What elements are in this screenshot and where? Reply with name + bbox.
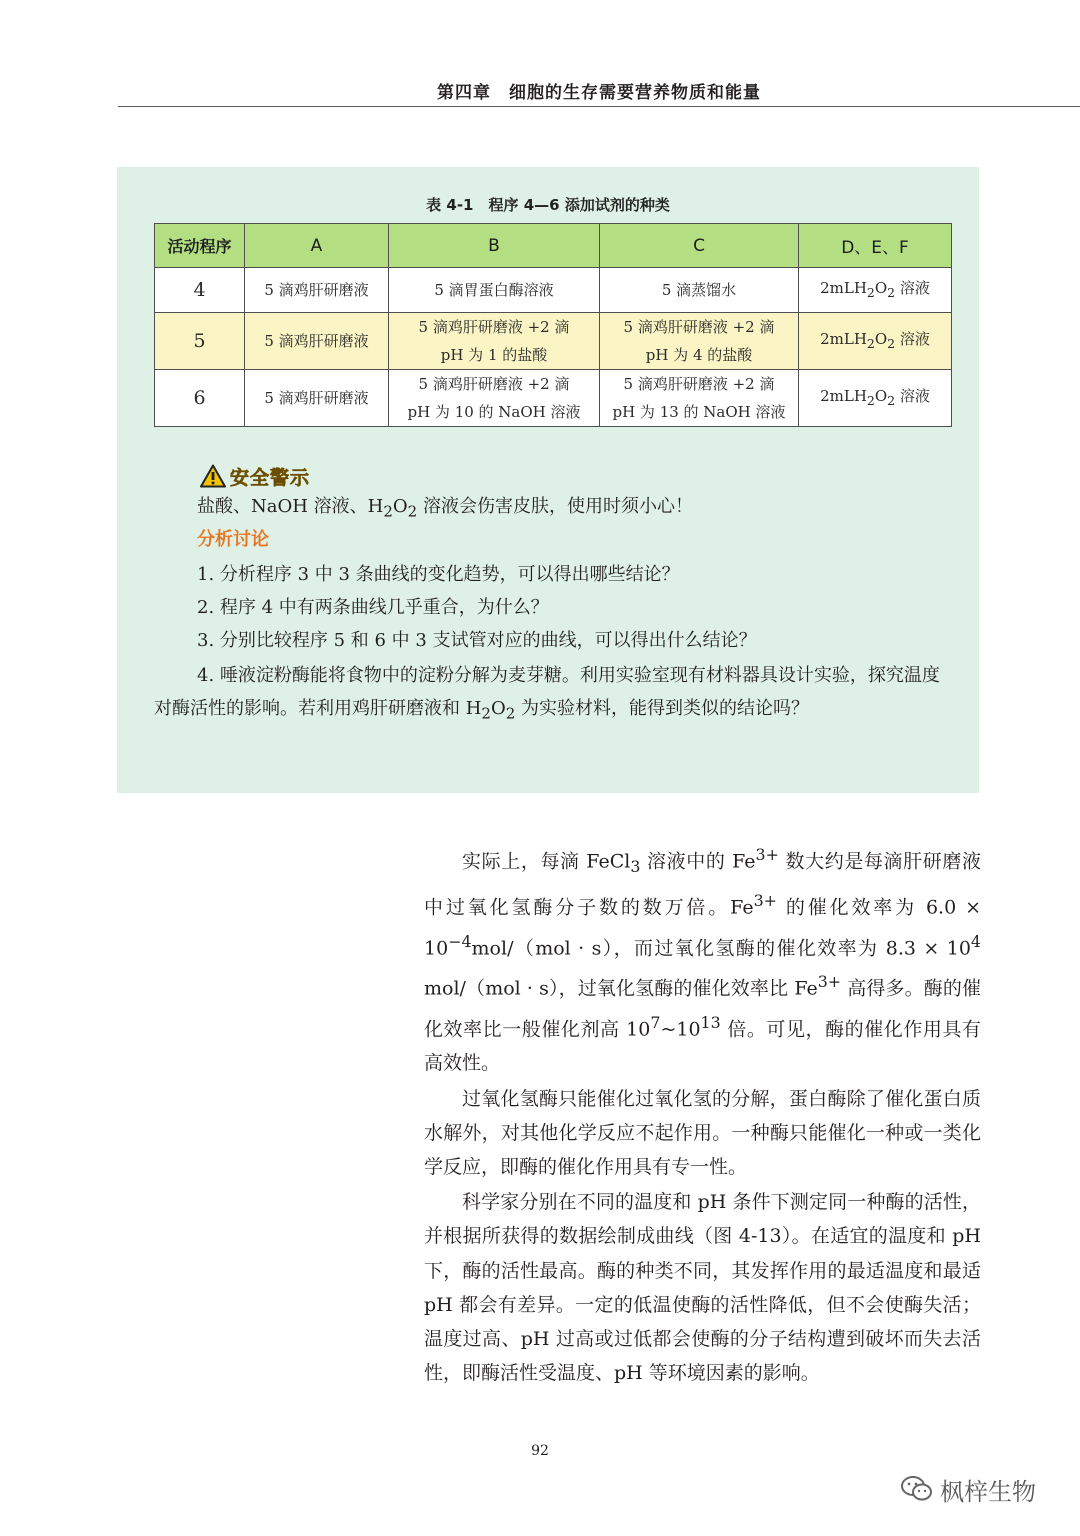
formula-sup: 3+ <box>753 891 777 911</box>
page-number: 92 <box>531 1443 549 1459</box>
text-run: mol/（mol · s），过氧化氢酶的催化效率比 Fe <box>424 977 818 1000</box>
safety-text-part: 盐酸、NaOH 溶液、H <box>197 496 384 517</box>
reagent-table <box>154 223 952 427</box>
cell-line: 5 滴鸡肝研磨液 +2 滴 <box>418 375 570 393</box>
cell-a: 5 滴鸡肝研磨液 <box>245 268 389 313</box>
formula-sup: 3+ <box>755 845 779 864</box>
column-header: B <box>389 224 600 268</box>
column-header: C <box>600 224 799 268</box>
cell-line: 5 滴蒸馏水 <box>661 281 737 299</box>
formula-part: 溶液 <box>895 329 930 348</box>
step-number: 6 <box>155 370 245 427</box>
formula-part: 溶液 <box>895 278 930 297</box>
body-text <box>424 838 981 1391</box>
formula-sub: 2 <box>481 704 491 723</box>
table-header-row <box>155 224 952 268</box>
formula-part: 2mLH <box>820 329 867 348</box>
formula-part: 溶液 <box>895 386 930 405</box>
safety-heading <box>200 461 310 491</box>
safety-text-part: O <box>392 496 408 517</box>
formula-sub: 2 <box>887 335 896 351</box>
cell-line: 5 滴鸡肝研磨液 +2 滴 <box>623 375 775 393</box>
formula-sub: 2 <box>866 335 875 351</box>
text-run: 倍。可见，酶的催化作用具有高效性。 <box>424 1018 981 1075</box>
cell-b <box>389 313 600 370</box>
cell-a: 5 滴鸡肝研磨液 <box>245 313 389 370</box>
text-run: ~10 <box>660 1018 701 1041</box>
formula-sup: 4 <box>970 931 981 951</box>
formula-sub: 2 <box>866 392 875 408</box>
formula-part: O <box>874 386 888 405</box>
column-header: A <box>245 224 389 268</box>
table-row <box>155 268 952 313</box>
formula-sub: 3 <box>630 857 641 877</box>
cell-b <box>389 268 600 313</box>
formula-sub: 2 <box>887 284 896 300</box>
paragraph-1 <box>424 838 981 1081</box>
safety-text-part: 溶液会伤害皮肤，使用时须小心！ <box>417 496 693 517</box>
experiment-box <box>117 167 979 793</box>
text-run: 溶液中的 Fe <box>640 850 756 873</box>
formula-part: 2mLH <box>820 278 867 297</box>
question-4-part: 4. 唾液淀粉酶能将食物中的淀粉分解为麦芽糖。利用实验室现有材料器具设计实验，探究温度对酶活性的影响。若利用鸡肝研磨液和 H <box>154 665 940 719</box>
formula-sup: −4 <box>448 931 472 951</box>
column-header: 活动程序 <box>155 224 245 268</box>
warning-icon <box>200 464 226 488</box>
formula-sub: 2 <box>505 704 516 723</box>
cell-c <box>600 313 799 370</box>
formula-sub: 2 <box>407 502 418 521</box>
chapter-title: 第四章 细胞的生存需要营养物质和能量 <box>437 83 761 103</box>
question-4 <box>154 659 944 731</box>
text-run: 数大约是每滴肝研磨液中过氧化氢酶分子数的数万倍。Fe <box>424 850 981 919</box>
formula-sup: 7 <box>650 1012 661 1032</box>
question-4-part: O <box>490 698 506 719</box>
cell-line: 5 滴胃蛋白酶溶液 <box>434 281 554 299</box>
table-row <box>155 370 952 427</box>
question-3: 3. 分别比较程序 5 和 6 中 3 支试管对应的曲线，可以得出什么结论？ <box>197 630 757 651</box>
cell-line: pH 为 1 的盐酸 <box>440 346 548 364</box>
cell-c <box>600 370 799 427</box>
paragraph-2: 过氧化氢酶只能催化过氧化氢的分解，蛋白酶除了催化蛋白质水解外，对其他化学反应不起作用。一种酶只能催化一种或一类化学反应，即酶的催化作用具有专一性。 <box>424 1087 981 1179</box>
cell-line: 5 滴鸡肝研磨液 +2 滴 <box>418 318 570 336</box>
step-number: 5 <box>155 313 245 370</box>
table-title: 表 4-1 程序 4—6 添加试剂的种类 <box>426 196 670 214</box>
question-2: 2. 程序 4 中有两条曲线几乎重合，为什么？ <box>197 597 549 618</box>
cell-c <box>600 268 799 313</box>
safety-text <box>197 491 693 528</box>
cell-def <box>799 370 952 427</box>
watermark <box>900 1469 1036 1509</box>
safety-title: 安全警示 <box>230 466 311 489</box>
table-row <box>155 313 952 370</box>
formula-part: O <box>874 278 888 297</box>
formula-sub: 2 <box>887 392 896 408</box>
text-run: 的催化效率为 6.0 × 10 <box>424 896 982 960</box>
formula-sup: 3+ <box>817 972 842 992</box>
cell-line: 5 滴鸡肝研磨液 +2 滴 <box>623 318 775 336</box>
wechat-icon <box>900 1474 934 1504</box>
analysis-title: 分析讨论 <box>197 529 269 550</box>
formula-part: 2mLH <box>820 386 867 405</box>
cell-def <box>799 268 952 313</box>
column-header: D、E、F <box>799 224 952 268</box>
text-run: 实际上，每滴 FeCl <box>462 850 631 873</box>
question-1: 1. 分析程序 3 中 3 条曲线的变化趋势，可以得出哪些结论？ <box>197 564 680 585</box>
chapter-header <box>118 76 1080 107</box>
cell-a: 5 滴鸡肝研磨液 <box>245 370 389 427</box>
formula-sup: 13 <box>700 1012 721 1032</box>
cell-def <box>799 313 952 370</box>
step-number: 4 <box>155 268 245 313</box>
paragraph-3: 科学家分别在不同的温度和 pH 条件下测定同一种酶的活性，并根据所获得的数据绘制成曲线（图 4-13）。在适宜的温度和 pH 下，酶的活性最高。酶的种类不同，其发挥作用的最适温度和最适 pH 都会有差异。一定的低温使酶的活性降低，但不会使酶失活；温度过高、pH 过高或过低都会使酶的分子结构遭到破坏而失去活性，即酶活性受温度、pH 等环境因素的影响。 <box>424 1191 981 1385</box>
text-run: mol/（mol · s），而过氧化氢酶的催化效率为 8.3 × 10 <box>471 937 971 960</box>
formula-sub: 2 <box>383 502 393 521</box>
text-run: 高得多。酶的催化效率比一般催化剂高 10 <box>424 977 982 1041</box>
cell-line: pH 为 4 的盐酸 <box>645 346 753 364</box>
cell-line: pH 为 10 的 NaOH 溶液 <box>407 403 581 421</box>
formula-part: O <box>874 329 888 348</box>
formula-sub: 2 <box>866 284 875 300</box>
watermark-text: 枫梓生物 <box>940 1477 1036 1506</box>
cell-b <box>389 370 600 427</box>
question-4-part: 为实验材料，能得到类似的结论吗？ <box>515 698 810 719</box>
cell-line: pH 为 13 的 NaOH 溶液 <box>612 403 786 421</box>
